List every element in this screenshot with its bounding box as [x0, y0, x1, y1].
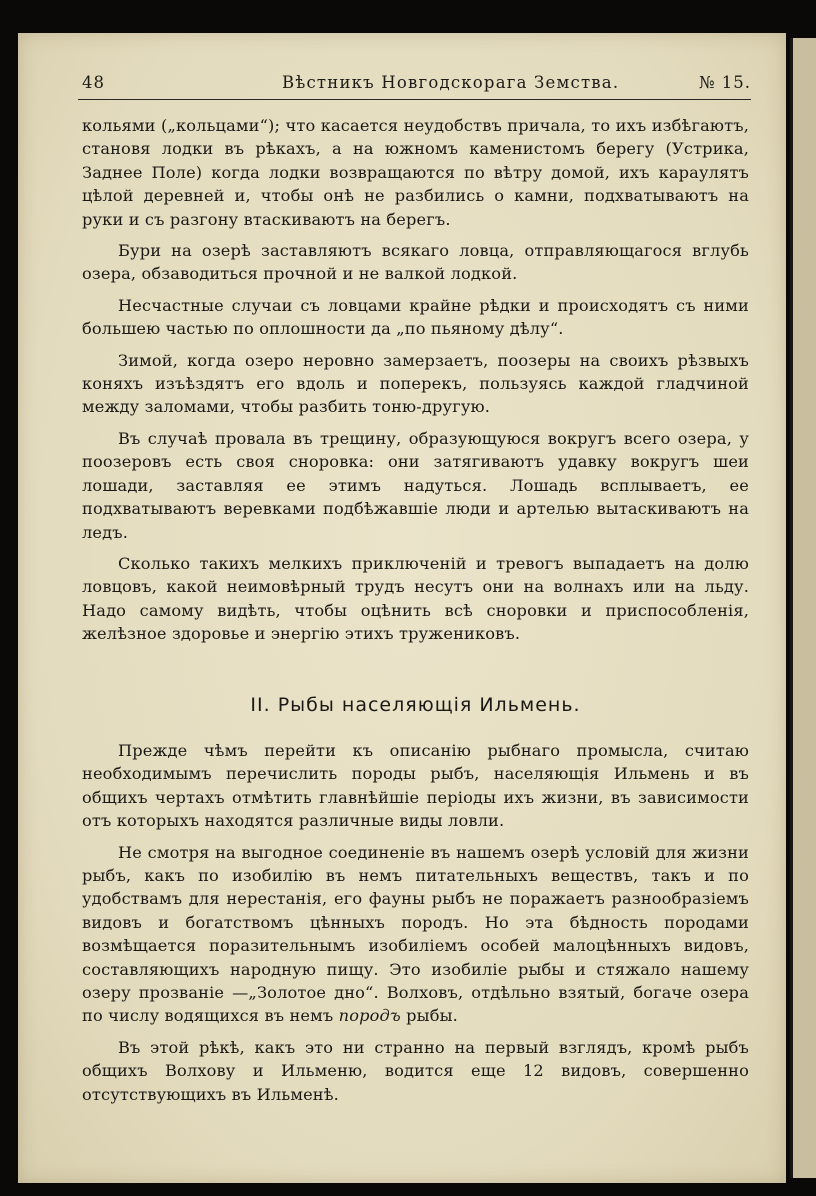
paragraph: Въ этой рѣкѣ, какъ это ни странно на первый взглядъ, кромѣ рыбъ общихъ Волхову и Ильменю, водится еще 12 видовъ, совершенно отсутствующихъ въ Ильменѣ. [82, 1037, 749, 1104]
page-body [82, 114, 749, 1114]
journal-title: Вѣстникъ Новгодскорага Земства. [282, 73, 620, 92]
paragraph: Сколько такихъ мелкихъ приключеній и тревогъ выпадаетъ на долю ловцовъ, какой неимовѣрный трудъ несутъ они на волнахъ или на льду. Надо самому видѣть, чтобы оцѣнить всѣ сноровки и приспособленія, желѣзное здоровье и энергію этихъ тружениковъ. [82, 553, 749, 644]
paragraph: Зимой, когда озеро неровно замерзаетъ, поозеры на своихъ рѣзвыхъ коняхъ изъѣздятъ его вдоль и поперекъ, пользуясь каждой гладчиной между заломами, чтобы разбить тоню-другую. [82, 350, 749, 417]
section-heading: II. Рыбы населяющія Ильмень. [250, 693, 581, 716]
paragraph: Прежде чѣмъ перейти къ описанію рыбнаго промысла, считаю необходимымъ перечислить породы рыбъ, населяющія Ильмень и въ общихъ чертахъ отмѣтить главнѣйшіе періоды ихъ жизни, въ зависимости отъ которыхъ находятся различные виды ловли. [82, 740, 749, 831]
paragraph-text: Не смотря на выгодное соединеніе въ нашемъ озерѣ условій для жизни рыбъ, какъ по изобилію въ немъ питательныхъ веществъ, такъ и по удобствамъ для нерестанія, его фауны рыбъ не поражаетъ разнообразіемъ видовъ и богатствомъ цѣнныхъ породъ. Но эта бѣдность породами возмѣщается поразительнымъ изобиліемъ особей малоцѣнныхъ видовъ, составляющихъ народную пищу. Это изобиліе рыбы и стяжало нашему озеру прозваніе —„Золотое дно“. Волховъ, отдѣльно взятый, богаче озера по числу водящихся въ немъ [82, 842, 749, 1026]
paragraph [82, 841, 749, 1028]
paragraph: Бури на озерѣ заставляютъ всякаго ловца, отправляющагося вглубь озера, обзаводиться прочной и не валкой лодкой. [82, 241, 749, 284]
header-rule [78, 99, 751, 100]
paragraph-text-end: рыбы. [400, 1006, 458, 1026]
paragraph: Несчастные случаи съ ловцами крайне рѣдки и происходятъ съ ними большею частью по оплошности да „по пьяному дѣлу“. [82, 295, 749, 339]
issue-number: № 15. [698, 73, 751, 92]
emphasized-word: породъ [338, 1006, 401, 1026]
adjacent-page-edge [790, 38, 816, 1178]
paragraph: Въ случаѣ провала въ трещину, образующуюся вокругъ всего озера, у поозеровъ есть своя сноровка: они затягиваютъ удавку вокругъ шеи лошади, заставляя ее этимъ надуться. Лошадь всплываетъ, ее подхватываютъ веревками подбѣжавшіе люди и артелью вытаскиваютъ на ледъ. [82, 428, 749, 542]
running-header [82, 71, 751, 97]
paragraph: кольями („кольцами“); что касается неудобствъ причала, то ихъ избѣгаютъ, становя лодки въ рѣкахъ, а на южномъ каменистомъ берегу (Устрика, Заднее Поле) когда лодки возвращаются по вѣтру домой, ихъ караулятъ цѣлой деревней и, чтобы онѣ не разбились о камни, подхватываютъ на руки и съ разгону втаскиваютъ на берегъ. [82, 116, 749, 229]
page-number: 48 [82, 73, 105, 92]
